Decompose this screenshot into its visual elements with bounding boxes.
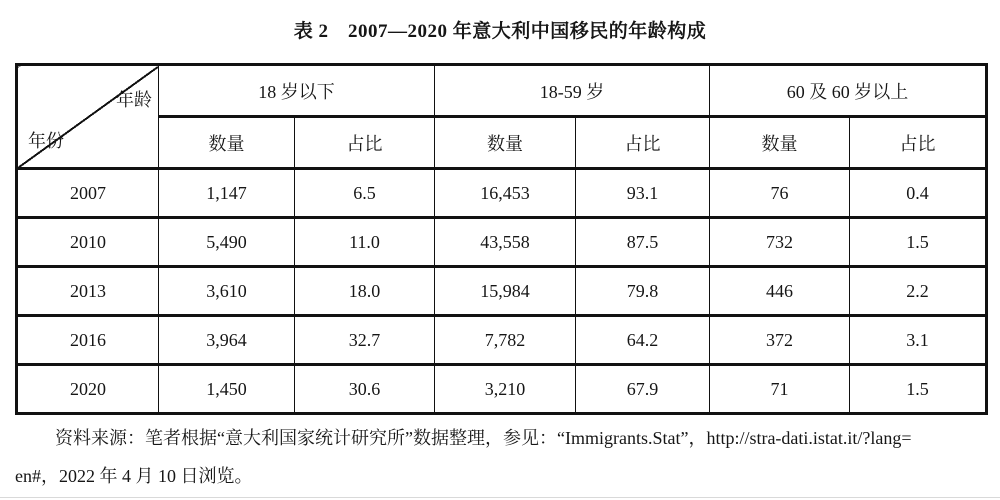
header-row-groups	[17, 65, 987, 117]
age-group-header-18to59: 18-59 岁	[435, 65, 710, 117]
table-title: 表 2 2007—2020 年意大利中国移民的年龄构成	[293, 21, 707, 42]
year-cell: 2016	[17, 316, 159, 365]
header-row-subs	[17, 117, 987, 169]
value-cell: 1.5	[850, 218, 987, 267]
table-row	[17, 365, 987, 414]
value-cell: 6.5	[295, 169, 435, 218]
value-cell: 79.8	[576, 267, 710, 316]
immigration-age-table	[15, 63, 988, 415]
sub-header-share: 占比	[295, 117, 435, 169]
value-cell: 446	[710, 267, 850, 316]
value-cell: 1.5	[850, 365, 987, 414]
sub-header-count: 数量	[159, 117, 295, 169]
age-group-header-under18: 18 岁以下	[159, 65, 435, 117]
value-cell: 43,558	[435, 218, 576, 267]
value-cell: 732	[710, 218, 850, 267]
table-body	[17, 169, 987, 414]
source-note	[15, 419, 987, 495]
value-cell: 372	[710, 316, 850, 365]
corner-cell	[17, 65, 159, 169]
value-cell: 3.1	[850, 316, 987, 365]
value-cell: 76	[710, 169, 850, 218]
table-row	[17, 169, 987, 218]
value-cell: 0.4	[850, 169, 987, 218]
page-bottom-rule	[0, 497, 1000, 498]
value-cell: 3,964	[159, 316, 295, 365]
year-cell: 2013	[17, 267, 159, 316]
value-cell: 71	[710, 365, 850, 414]
sub-header-share: 占比	[576, 117, 710, 169]
value-cell: 93.1	[576, 169, 710, 218]
corner-year-label: 年份	[28, 131, 64, 151]
value-cell: 30.6	[295, 365, 435, 414]
value-cell: 2.2	[850, 267, 987, 316]
value-cell: 32.7	[295, 316, 435, 365]
value-cell: 18.0	[295, 267, 435, 316]
source-note-line1: 资料来源：笔者根据“意大利国家统计研究所”数据整理，参见：“Immigrants.Stat”，http://stra-dati.istat.it/?lang=	[55, 428, 912, 448]
corner-age-label: 年龄	[116, 90, 152, 110]
age-group-header-60plus: 60 及 60 岁以上	[710, 65, 987, 117]
table-row	[17, 218, 987, 267]
value-cell: 1,450	[159, 365, 295, 414]
value-cell: 1,147	[159, 169, 295, 218]
table-row	[17, 316, 987, 365]
sub-header-share: 占比	[850, 117, 987, 169]
value-cell: 3,610	[159, 267, 295, 316]
value-cell: 11.0	[295, 218, 435, 267]
year-cell: 2007	[17, 169, 159, 218]
value-cell: 16,453	[435, 169, 576, 218]
sub-header-count: 数量	[435, 117, 576, 169]
source-note-line2: en#，2022 年 4 月 10 日浏览。	[15, 466, 253, 486]
value-cell: 87.5	[576, 218, 710, 267]
value-cell: 3,210	[435, 365, 576, 414]
value-cell: 7,782	[435, 316, 576, 365]
value-cell: 67.9	[576, 365, 710, 414]
year-cell: 2020	[17, 365, 159, 414]
table-row	[17, 267, 987, 316]
value-cell: 15,984	[435, 267, 576, 316]
sub-header-count: 数量	[710, 117, 850, 169]
value-cell: 5,490	[159, 218, 295, 267]
value-cell: 64.2	[576, 316, 710, 365]
year-cell: 2010	[17, 218, 159, 267]
